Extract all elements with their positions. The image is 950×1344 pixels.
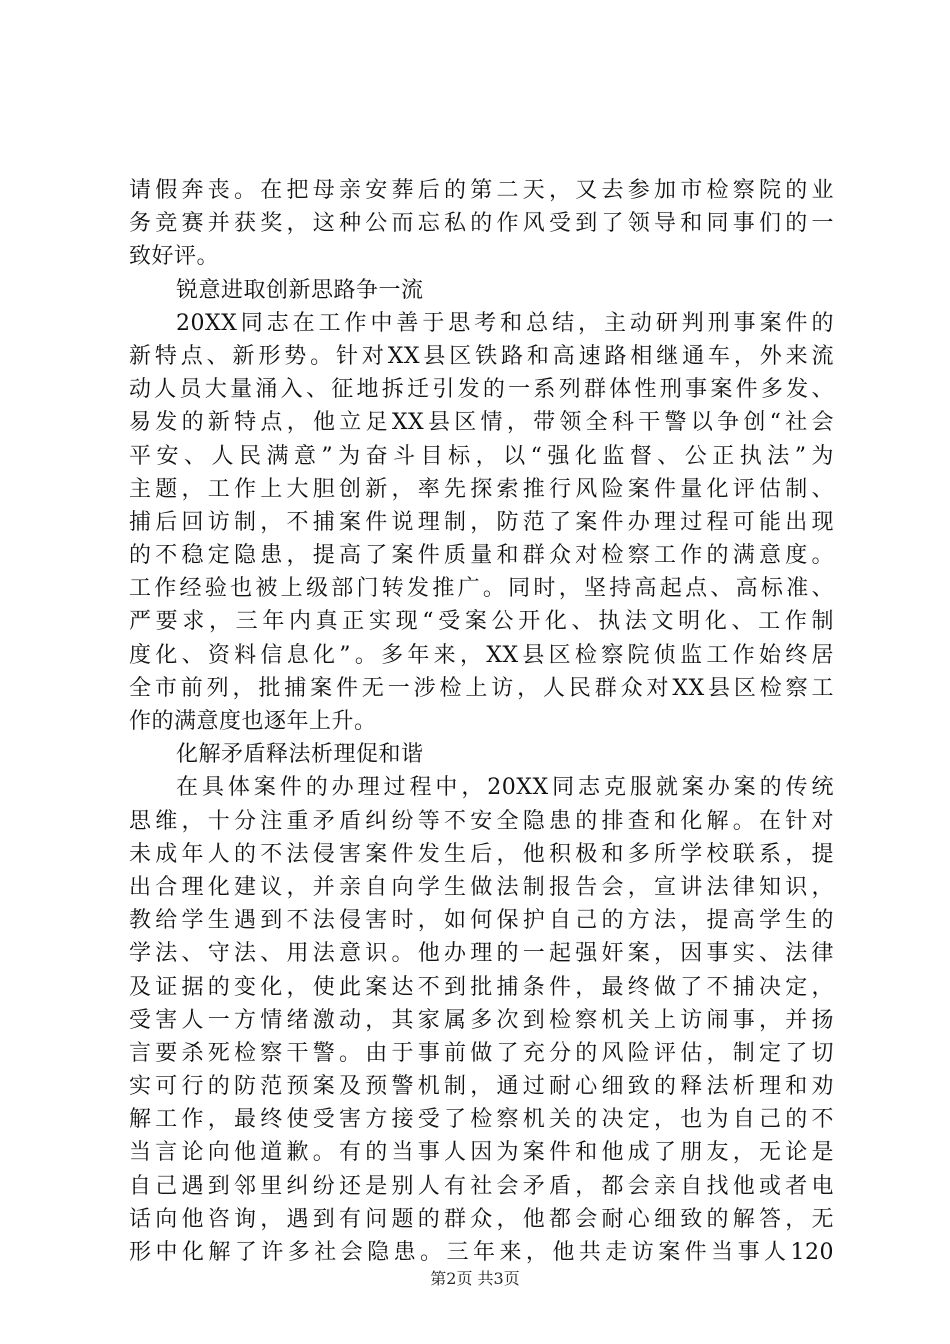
page-footer <box>0 1269 950 1289</box>
body-line: 请假奔丧。在把母亲安葬后的第二天，又去参加市检察院的业 <box>129 178 834 203</box>
body-line: 未成年人的不法侵害案件发生后，他积极和多所学校联系，提 <box>129 841 834 867</box>
body-line: 的不稳定隐患，提高了案件质量和群众对检察工作的满意度。 <box>129 543 834 569</box>
body-line: 教给学生遇到不法侵害时，如何保护自己的方法，提高学生的 <box>129 908 834 934</box>
body-line: 作的满意度也逐年上升。 <box>129 709 377 734</box>
section-heading: 锐意进取创新思路争一流 <box>176 277 424 303</box>
body-line: 务竞赛并获奖，这种公而忘私的作风受到了领导和同事们的一 <box>129 211 834 237</box>
body-line: 及证据的变化，使此案达不到批捕条件，最终做了不捕决定， <box>129 974 834 1000</box>
body-line: 解工作，最终使受害方接受了检察机关的决定，也为自己的不 <box>129 1107 834 1133</box>
body-line: 言要杀死检察干警。由于事前做了充分的风险评估，制定了切 <box>129 1040 834 1066</box>
body-line: 在具体案件的办理过程中，20XX同志克服就案办案的传统 <box>176 775 834 801</box>
body-line: 受害人一方情绪激动，其家属多次到检察机关上访闹事，并扬 <box>129 1007 834 1033</box>
body-line: 话向他咨询，遇到有问题的群众，他都会耐心细致的解答，无 <box>129 1206 834 1232</box>
body-line: 形中化解了许多社会隐患。三年来，他共走访案件当事人120 <box>129 1240 834 1265</box>
body-line: 自己遇到邻里纠纷还是别人有社会矛盾，都会亲自找他或者电 <box>129 1173 834 1199</box>
body-line: 捕后回访制，不捕案件说理制，防范了案件办理过程可能出现 <box>129 509 834 535</box>
body-line: 易发的新特点，他立足XX县区情，带领全科干警以争创“社会 <box>129 410 834 436</box>
page-indicator: 第2页 共3页 <box>430 1269 520 1288</box>
body-line: 学法、守法、用法意识。他办理的一起强奸案，因事实、法律 <box>129 941 834 967</box>
body-line: 当言论向他道歉。有的当事人因为案件和他成了朋友，无论是 <box>129 1140 834 1166</box>
body-line: 全市前列，批捕案件无一涉检上访，人民群众对XX县区检察工 <box>129 675 834 701</box>
body-line: 致好评。 <box>129 244 220 270</box>
body-line: 度化、资料信息化”。多年来，XX县区检察院侦监工作始终居 <box>129 642 834 668</box>
body-line: 平安、人民满意”为奋斗目标，以“强化监督、公正执法”为 <box>129 443 834 469</box>
section-heading: 化解矛盾释法析理促和谐 <box>176 742 424 768</box>
body-line: 思维，十分注重矛盾纠纷等不安全隐患的排查和化解。在针对 <box>129 808 834 834</box>
body-line: 新特点、新形势。针对XX县区铁路和高速路相继通车，外来流 <box>129 343 834 369</box>
body-line: 工作经验也被上级部门转发推广。同时，坚持高起点、高标准、 <box>129 576 834 602</box>
body-line: 出合理化建议，并亲自向学生做法制报告会，宣讲法律知识， <box>129 874 834 900</box>
body-line: 动人员大量涌入、征地拆迁引发的一系列群体性刑事案件多发、 <box>129 377 834 403</box>
document-body <box>129 174 834 1269</box>
body-line: 主题，工作上大胆创新，率先探索推行风险案件量化评估制、 <box>129 476 834 502</box>
body-line: 实可行的防范预案及预警机制，通过耐心细致的释法析理和劝 <box>129 1074 834 1100</box>
body-line: 20XX同志在工作中善于思考和总结，主动研判刑事案件的 <box>176 310 834 336</box>
body-line: 严要求，三年内真正实现“受案公开化、执法文明化、工作制 <box>129 609 834 635</box>
